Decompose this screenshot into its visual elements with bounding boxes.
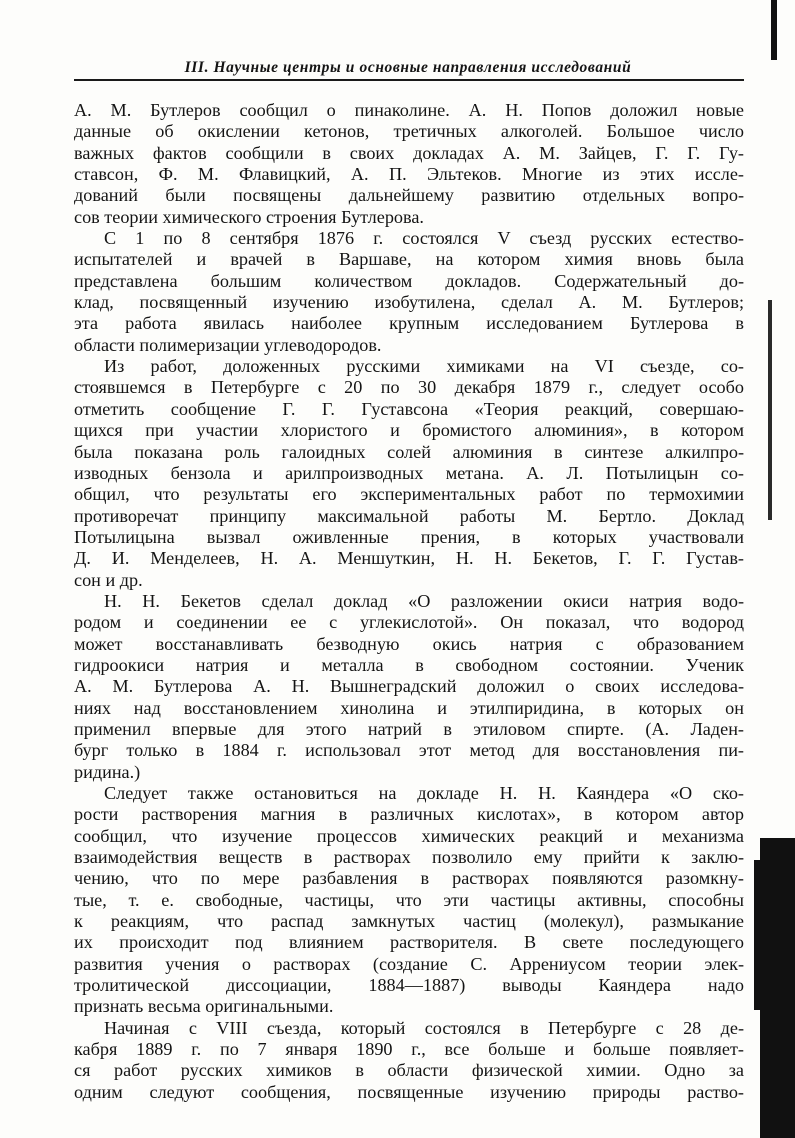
text-line: к реакциям, что распад замкнутых частиц (молекул), размыкание <box>74 911 744 932</box>
text-line: Д. И. Менделеев, Н. А. Меншуткин, Н. Н. Бекетов, Г. Г. Густав- <box>74 548 744 569</box>
text-line: их происходит под влиянием растворителя. В свете последующего <box>74 932 744 953</box>
text-line: А. М. Бутлерова А. Н. Вышнеградский доложил о своих исследова- <box>74 676 744 697</box>
text-line: общил, что результаты его экспериментальных работ по термохимии <box>74 484 744 505</box>
scan-edge-shadow <box>771 0 777 60</box>
text-line: ставсон, Ф. М. Флавицкий, А. П. Эльтеков. Многие из этих иссле- <box>74 164 744 185</box>
text-line: одним следуют сообщения, посвященные изучению природы раство- <box>74 1081 744 1102</box>
text-line: Потылицына вызвал оживленные прения, в которых участвовали <box>74 526 744 547</box>
text-line: эта работа явилась наиболее крупным исследованием Бутлерова в <box>74 313 744 334</box>
text-line: сообщил, что изучение процессов химических реакций и механизма <box>74 825 744 846</box>
text-line: А. М. Бутлеров сообщил о пинаколине. А. Н. Попов доложил новые <box>74 100 744 120</box>
text-line: Из работ, доложенных русскими химиками на VI съезде, со- <box>104 356 744 377</box>
text-line: важных фактов сообщили в своих докладах А. М. Зайцев, Г. Г. Гу- <box>74 142 744 163</box>
text-line: данные об окислении кетонов, третичных алкоголей. Большое число <box>74 121 744 142</box>
body-text <box>74 100 744 1103</box>
text-line: была показана роль галоидных солей алюминия в синтезе алкилпро- <box>74 441 744 462</box>
text-line: чению, что по мере разбавления в растворах появляются разомкну- <box>74 868 744 889</box>
text-line: родом и соединении ее с углекислотой». Он показал, что водород <box>74 612 744 633</box>
text-line: испытателей и врачей в Варшаве, на котором химия вновь была <box>74 249 744 270</box>
text-line: бург только в 1884 г. использовал этот метод для восстановления пи- <box>74 740 744 761</box>
text-line: щихся при участии хлористого и бромистого алюминия», в котором <box>74 420 744 441</box>
text-line: взаимодействия веществ в растворах позволило ему прийти к заклю- <box>74 847 744 868</box>
text-line: ридина.) <box>74 761 141 782</box>
scan-edge-shadow <box>760 838 795 1138</box>
text-line: может восстанавливать безводную окись натрия с образованием <box>74 633 744 654</box>
text-line: изводных бензола и арилпроизводных метана. А. Л. Потылицын со- <box>74 462 744 483</box>
scan-edge-shadow <box>754 860 764 1010</box>
text-line: признать весьма оригинальными. <box>74 996 334 1017</box>
text-line: сов теории химического строения Бутлерова. <box>74 206 424 227</box>
text-line: клад, посвященный изучению изобутилена, сделал А. М. Бутлеров; <box>74 292 744 313</box>
text-line: дований были посвящены дальнейшему развитию отдельных вопро- <box>74 185 744 206</box>
text-line: тролитической диссоциации, 1884—1887) выводы Каяндера надо <box>74 975 744 996</box>
header-rule <box>74 79 744 81</box>
text-line: Начиная с VIII съезда, который состоялся в Петербурге с 28 де- <box>104 1017 744 1038</box>
text-line: тые, т. е. свободные, частицы, что эти частицы активны, способны <box>74 889 744 910</box>
text-line: сон и др. <box>74 569 143 590</box>
text-line: Следует также остановиться на докладе Н. Н. Каяндера «О ско- <box>104 783 744 803</box>
text-line: ся работ русских химиков в области физической химии. Одно за <box>74 1060 744 1081</box>
text-line: Н. Н. Бекетов сделал доклад «О разложении окиси натрия водо- <box>104 590 744 611</box>
text-line: применил впервые для этого натрий в этиловом спирте. (А. Ладен- <box>74 718 744 739</box>
text-line: рости растворения магния в различных кислотах», в котором автор <box>74 804 744 825</box>
text-line: противоречат принципу максимальной работы М. Бертло. Доклад <box>74 505 744 526</box>
running-head: III. Научные центры и основные направления исследований <box>184 59 632 76</box>
text-line: ниях над восстановлением хинолина и этилпиридина, в которых он <box>74 697 744 718</box>
text-line: развития учения о растворах (создание С. Аррениусом теории элек- <box>74 953 744 974</box>
text-line: С 1 по 8 сентября 1876 г. состоялся V съезд русских естество- <box>104 228 744 249</box>
text-line: области полимеризации углеводородов. <box>74 334 382 355</box>
scan-edge-shadow <box>768 300 772 520</box>
text-line: кабря 1889 г. по 7 января 1890 г., все больше и больше появляет- <box>74 1039 744 1060</box>
text-line: гидроокиси натрия и металла в свободном состоянии. Ученик <box>74 654 744 675</box>
text-line: представлена большим количеством докладов. Содержательный до- <box>74 270 744 291</box>
text-line: отметить сообщение Г. Г. Густавсона «Теория реакций, совершаю- <box>74 398 744 419</box>
text-line: стоявшемся в Петербурге с 20 по 30 декабря 1879 г., следует особо <box>74 377 744 398</box>
